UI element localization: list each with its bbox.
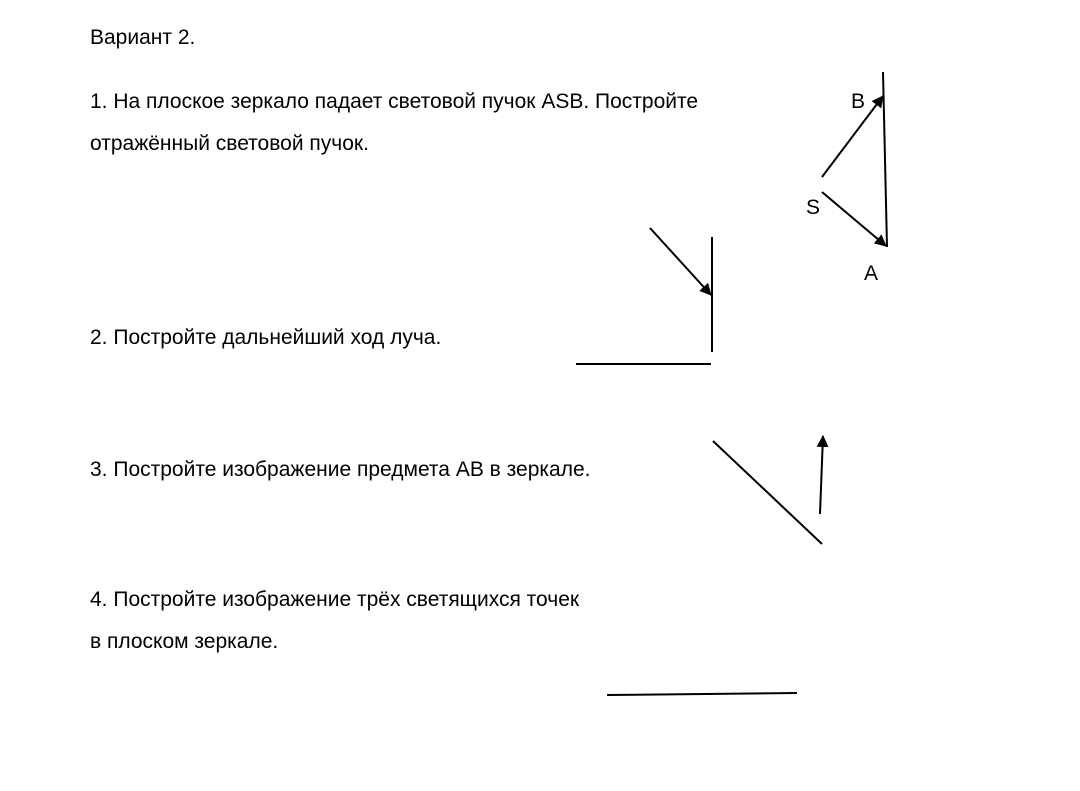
figure1-label-a: A: [864, 262, 879, 285]
task-1-line-1: 1. На плоское зеркало падает световой пучок ASB. Постройте: [90, 90, 699, 113]
task-3-text: 3. Постройте изображение предмета АВ в зеркале.: [90, 458, 591, 481]
figure1-label-b: B: [851, 90, 866, 113]
figure4-mirror: [607, 693, 797, 695]
task-1-line-2: отражённый световой пучок.: [90, 132, 369, 155]
figure1-ray-sb: [822, 96, 883, 177]
figure3-object-ab: [820, 436, 823, 514]
figure1-label-s: S: [806, 196, 821, 219]
figure2-ray: [650, 228, 711, 295]
figure1-mirror: [883, 72, 887, 247]
page-title: Вариант 2.: [90, 26, 196, 49]
task-4-line-2: в плоском зеркале.: [90, 630, 279, 653]
task-2-text: 2. Постройте дальнейший ход луча.: [90, 326, 442, 349]
task-4-line-1: 4. Постройте изображение трёх светящихся точек: [90, 588, 580, 611]
figure3-mirror: [713, 441, 822, 544]
figure1-ray-sa: [822, 192, 886, 246]
